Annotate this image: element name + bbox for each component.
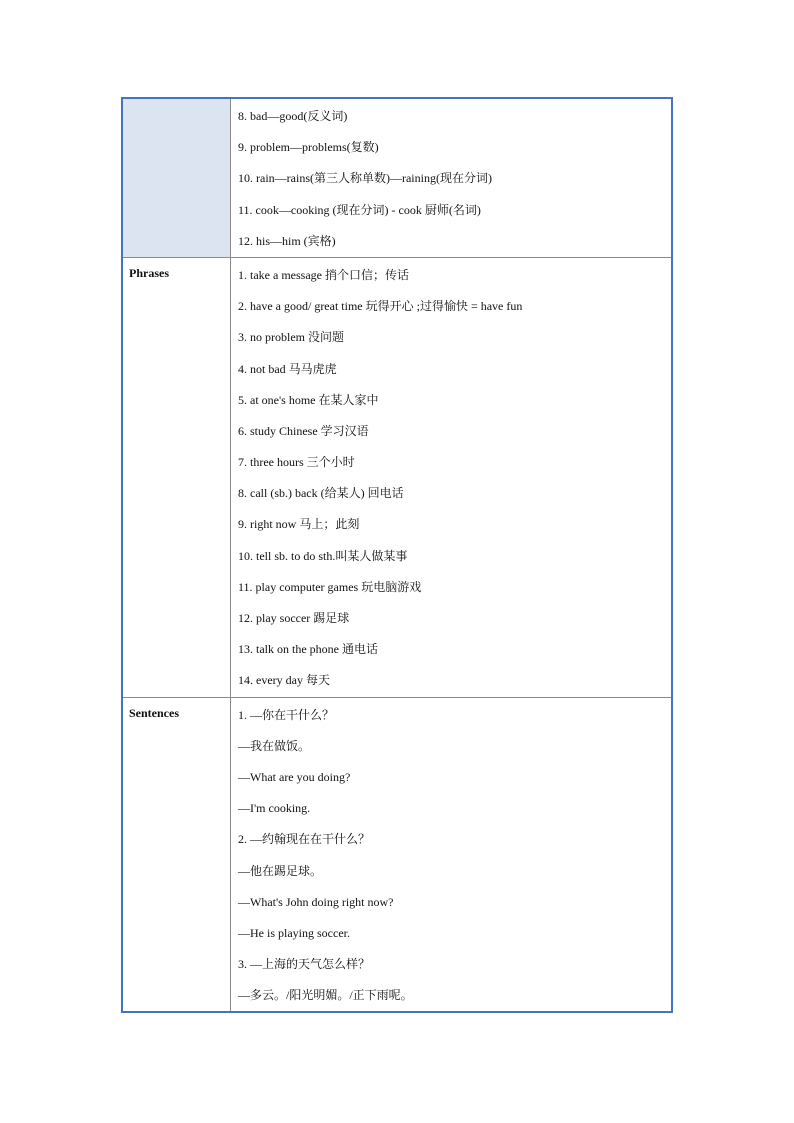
list-item: 13. talk on the phone 通电话 — [238, 642, 378, 657]
list-item: 12. play soccer 踢足球 — [238, 611, 350, 625]
list-item: 2. —约翰现在在干什么？ — [238, 832, 371, 847]
list-item: —I'm cooking. — [238, 801, 311, 816]
list-item: 6. study Chinese 学习汉语 — [238, 423, 369, 438]
row-label-sentences: Sentences — [123, 698, 231, 1012]
list-item: 12. his—him (宾格) — [238, 233, 336, 248]
list-item: 11. cook—cooking (现在分词) - cook 厨师(名词) — [238, 202, 481, 217]
row-label-phrases: Phrases — [123, 258, 231, 697]
list-item: 9. right now 马上；此刻 — [238, 517, 360, 532]
list-item: 5. at one's home 在某人家中 — [238, 392, 379, 407]
list-item: —What are you doing? — [238, 769, 351, 784]
list-item: 1. —你在干什么？ — [238, 707, 335, 722]
table-row-phrases — [123, 258, 671, 698]
list-item: —He is playing soccer. — [238, 925, 350, 940]
list-item: 9. problem—problems(复数) — [238, 140, 379, 155]
list-item: 8. bad—good(反义词) — [238, 109, 348, 123]
list-item: 7. three hours 三个小时 — [238, 455, 355, 470]
list-item: 11. play computer games 玩电脑游戏 — [238, 579, 422, 594]
words-content — [231, 99, 671, 257]
list-item: 1. take a message 捎个口信；传话 — [238, 267, 409, 282]
row-label-words — [123, 99, 231, 257]
list-item: 10. rain—rains(第三人称单数)—raining(现在分词) — [238, 171, 492, 186]
vocabulary-table — [121, 97, 673, 1013]
list-item: 4. not bad 马马虎虎 — [238, 361, 337, 376]
list-item: 8. call (sb.) back (给某人) 回电话 — [238, 486, 404, 501]
list-item: 10. tell sb. to do sth.叫某人做某事 — [238, 548, 408, 563]
sentences-content — [231, 698, 671, 1012]
list-item: —我在做饭。 — [238, 738, 311, 753]
phrases-content — [231, 258, 671, 697]
list-item: 3. no problem 没问题 — [238, 330, 344, 345]
list-item: 14. every day 每天 — [238, 673, 330, 688]
list-item: 2. have a good/ great time 玩得开心 ;过得愉快 = have fun — [238, 299, 523, 314]
list-item: —What's John doing right now? — [238, 894, 394, 909]
table-row-words — [123, 99, 671, 258]
table-row-sentences — [123, 698, 671, 1012]
list-item: —多云。/阳光明媚。/正下雨呢。 — [238, 988, 413, 1003]
list-item: 3. —上海的天气怎么样？ — [238, 957, 371, 972]
list-item: —他在踢足球。 — [238, 863, 323, 878]
